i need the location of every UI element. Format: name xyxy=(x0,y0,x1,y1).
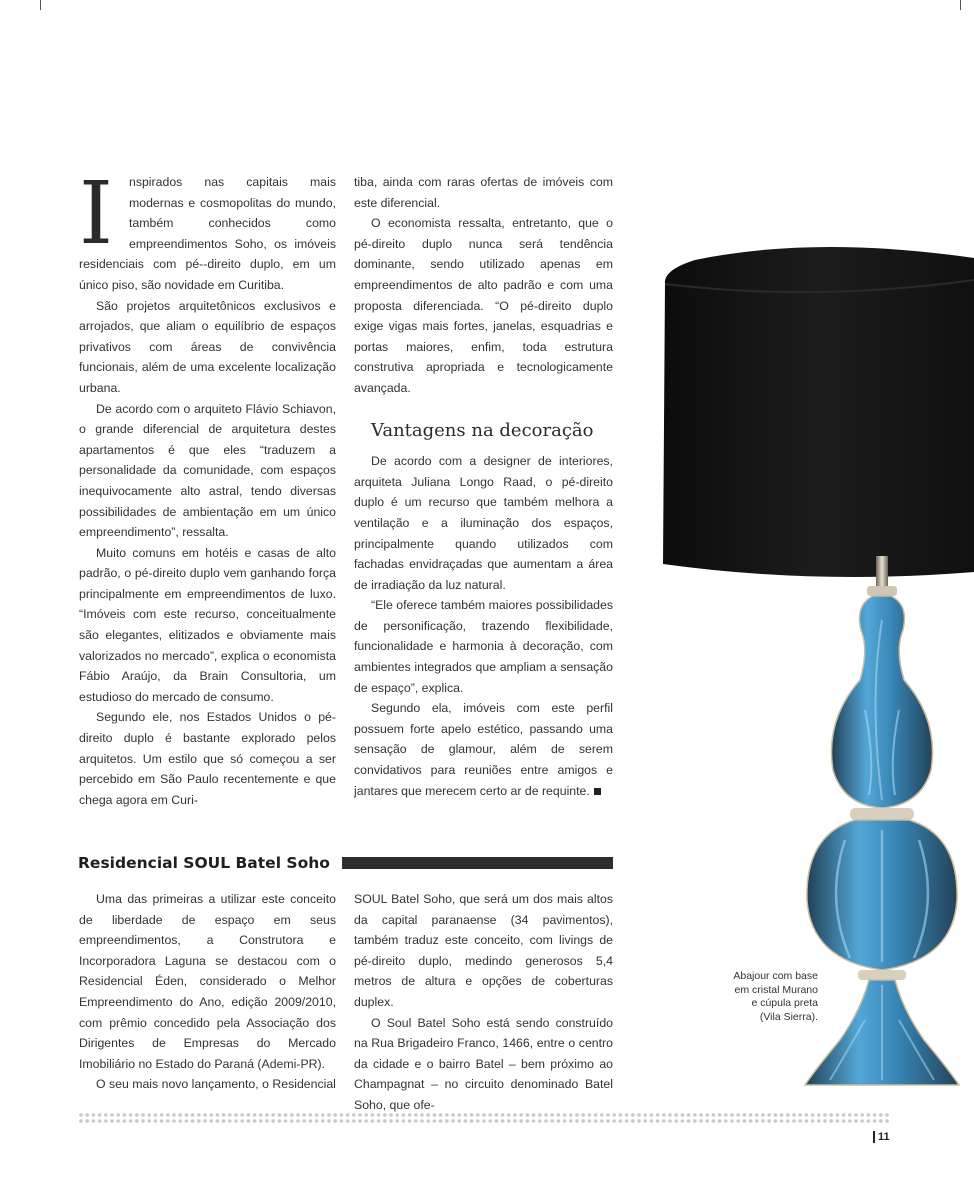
divider-dot xyxy=(594,1113,598,1117)
divider-dot xyxy=(395,1113,399,1117)
divider-dot xyxy=(693,1119,697,1123)
paragraph: O seu mais novo lançamento, o Residencial xyxy=(96,1077,336,1092)
divider-dot xyxy=(619,1119,623,1123)
divider-dot xyxy=(724,1113,728,1117)
divider-dot xyxy=(767,1113,771,1117)
divider-dot xyxy=(234,1113,238,1117)
divider-dot xyxy=(197,1119,201,1123)
divider-dot xyxy=(98,1113,102,1117)
divider-dot xyxy=(383,1119,387,1123)
page-number-text: 11 xyxy=(878,1131,890,1143)
divider-dot xyxy=(451,1119,455,1123)
divider-dot xyxy=(681,1113,685,1117)
divider-dot xyxy=(873,1113,877,1117)
divider-dot xyxy=(433,1113,437,1117)
divider-dot xyxy=(538,1113,542,1117)
divider-dot xyxy=(848,1119,852,1123)
divider-dot xyxy=(191,1113,195,1117)
section-column-1 xyxy=(79,889,336,1095)
dotted-divider xyxy=(78,1111,890,1125)
divider-dot xyxy=(650,1119,654,1123)
divider-dot xyxy=(154,1113,158,1117)
divider-dot xyxy=(123,1113,127,1117)
divider-dot xyxy=(836,1113,840,1117)
divider-dot xyxy=(625,1113,629,1117)
divider-dot xyxy=(829,1113,833,1117)
divider-dot xyxy=(544,1119,548,1123)
divider-dot xyxy=(650,1113,654,1117)
divider-dot xyxy=(216,1119,220,1123)
divider-dot xyxy=(271,1113,275,1117)
divider-dot xyxy=(439,1113,443,1117)
divider-dot xyxy=(234,1119,238,1123)
divider-dot xyxy=(811,1119,815,1123)
divider-dot xyxy=(160,1113,164,1117)
divider-dot xyxy=(191,1119,195,1123)
divider-dot xyxy=(259,1113,263,1117)
divider-dot xyxy=(501,1119,505,1123)
subheading: Vantagens na decoração xyxy=(371,419,594,441)
divider-dot xyxy=(352,1113,356,1117)
paragraph: De acordo com a designer de interiores, arquiteta Juliana Longo Raad, o pé-direito duplo é um recurso que também melhora a ventilação e a iluminação dos espaços, principalmente quando utilizados com fachadas envidraçadas que aumentam a área de irradiação da luz natural. xyxy=(354,454,613,592)
divider-dot xyxy=(414,1113,418,1117)
divider-dot xyxy=(488,1113,492,1117)
divider-dot xyxy=(333,1119,337,1123)
divider-dot xyxy=(817,1119,821,1123)
divider-dot xyxy=(687,1113,691,1117)
divider-dot xyxy=(625,1119,629,1123)
divider-dot xyxy=(197,1113,201,1117)
divider-dot xyxy=(668,1119,672,1123)
paragraph: nspirados nas capitais mais modernas e cosmopolitas do mundo, também conhecidos como empreendimentos Soho, os imóveis residenciais com pé--direito duplo, em um único piso, são novidade em Curitiba. xyxy=(79,175,336,292)
divider-dot xyxy=(110,1113,114,1117)
divider-dot xyxy=(166,1113,170,1117)
divider-dot xyxy=(526,1119,530,1123)
divider-dot xyxy=(879,1113,883,1117)
divider-dot xyxy=(315,1113,319,1117)
divider-dot xyxy=(600,1119,604,1123)
divider-dot xyxy=(712,1119,716,1123)
divider-dot xyxy=(445,1113,449,1117)
paragraph xyxy=(354,698,613,801)
divider-dot xyxy=(420,1119,424,1123)
divider-dot xyxy=(681,1119,685,1123)
lamp-shade xyxy=(663,247,974,577)
divider-dot xyxy=(860,1119,864,1123)
divider-dot xyxy=(154,1119,158,1123)
divider-dot xyxy=(222,1113,226,1117)
divider-dot xyxy=(426,1119,430,1123)
divider-dot xyxy=(705,1113,709,1117)
divider-dot xyxy=(786,1119,790,1123)
divider-dot xyxy=(240,1113,244,1117)
divider-dot xyxy=(203,1113,207,1117)
divider-dot xyxy=(346,1119,350,1123)
divider-dot xyxy=(848,1113,852,1117)
divider-dot xyxy=(557,1119,561,1123)
section-column-2 xyxy=(354,889,613,1116)
divider-dot xyxy=(873,1119,877,1123)
divider-dot xyxy=(854,1113,858,1117)
divider-dot xyxy=(612,1113,616,1117)
divider-dot xyxy=(749,1113,753,1117)
divider-dot xyxy=(507,1113,511,1117)
divider-dot xyxy=(581,1119,585,1123)
divider-dot xyxy=(637,1119,641,1123)
paragraph: O Soul Batel Soho está sendo construído na Rua Brigadeiro Franco, 1466, entre o centro da cidade e o bairro Batel – bem próximo ao Champagnat – no circuito denominado Batel Soho, que ofe- xyxy=(354,1015,613,1112)
divider-dot xyxy=(321,1119,325,1123)
divider-dot xyxy=(780,1119,784,1123)
divider-dot xyxy=(495,1119,499,1123)
divider-dot xyxy=(557,1113,561,1117)
divider-dot xyxy=(364,1113,368,1117)
paragraph-text: Segundo ela, imóveis com este perfil possuem forte apelo estético, passando uma sensação de glamour, além de serem convidativos para reuniões entre amigos e jantares que merecem certo ar de requinte. xyxy=(354,701,613,798)
divider-dot xyxy=(643,1119,647,1123)
divider-dot xyxy=(600,1113,604,1117)
divider-dot xyxy=(575,1113,579,1117)
paragraph: De acordo com o arquiteto Flávio Schiavon, o grande diferencial de arquitetura destes apartamentos é que eles “traduzem a personalidade da comunidade, com espaços inequivocamente alto astral, tendo diversas possibilidades de ambientação em um único empreendimento”, ressalta. xyxy=(79,401,336,540)
divider-dot xyxy=(185,1113,189,1117)
divider-dot xyxy=(519,1113,523,1117)
divider-dot xyxy=(445,1119,449,1123)
divider-dot xyxy=(662,1113,666,1117)
divider-dot xyxy=(439,1119,443,1123)
divider-dot xyxy=(147,1113,151,1117)
divider-dot xyxy=(836,1119,840,1123)
divider-dot xyxy=(172,1113,176,1117)
divider-dot xyxy=(265,1113,269,1117)
divider-dot xyxy=(364,1119,368,1123)
divider-dot xyxy=(253,1113,257,1117)
section-header xyxy=(78,852,613,874)
divider-dot xyxy=(730,1113,734,1117)
divider-dot xyxy=(464,1113,468,1117)
divider-dot xyxy=(290,1119,294,1123)
divider-dot xyxy=(792,1119,796,1123)
divider-dot xyxy=(278,1119,282,1123)
divider-dot xyxy=(240,1119,244,1123)
section-title: Residencial SOUL Batel Soho xyxy=(78,854,330,872)
divider-dot xyxy=(501,1113,505,1117)
divider-dot xyxy=(457,1113,461,1117)
divider-dot xyxy=(792,1113,796,1117)
divider-dot xyxy=(278,1113,282,1117)
folio-bar xyxy=(873,1131,875,1143)
divider-dot xyxy=(371,1113,375,1117)
divider-dot xyxy=(798,1113,802,1117)
divider-dot xyxy=(761,1119,765,1123)
divider-dot xyxy=(712,1113,716,1117)
divider-dot xyxy=(172,1119,176,1123)
divider-dot xyxy=(867,1113,871,1117)
divider-dot xyxy=(110,1119,114,1123)
divider-dot xyxy=(408,1113,412,1117)
divider-dot xyxy=(284,1119,288,1123)
divider-dot xyxy=(402,1113,406,1117)
crop-mark-right xyxy=(960,0,961,10)
divider-dot xyxy=(829,1119,833,1123)
divider-dot xyxy=(129,1113,133,1117)
divider-dot xyxy=(395,1119,399,1123)
divider-dot xyxy=(141,1119,145,1123)
divider-dot xyxy=(569,1113,573,1117)
divider-dot xyxy=(85,1113,89,1117)
paragraph: Segundo ele, nos Estados Unidos o pé-direito duplo é bastante explorado pelos arquitetos. Um estilo que só começou a ser percebido em São Paulo recentemente e que chega agora em Curi- xyxy=(79,710,336,807)
divider-dot xyxy=(104,1119,108,1123)
divider-dot xyxy=(736,1113,740,1117)
divider-dot xyxy=(389,1119,393,1123)
divider-dot xyxy=(166,1119,170,1123)
divider-dot xyxy=(358,1119,362,1123)
divider-dot xyxy=(693,1113,697,1117)
divider-dot xyxy=(550,1113,554,1117)
divider-dot xyxy=(482,1113,486,1117)
article-column-2 xyxy=(354,172,613,801)
divider-dot xyxy=(705,1119,709,1123)
divider-dot xyxy=(767,1119,771,1123)
paragraph: O economista ressalta, entretanto, que o pé-direito duplo nunca será tendência dominante, sendo utilizado apenas em empreendimentos de alto padrão e com uma proposta diferenciada. “O pé-direito duplo exige vigas mais fortes, janelas, esquadrias e portas maiores, enfim, toda estrutura construtiva apropriada e tecnologicamente avançada. xyxy=(354,216,613,395)
divider-dot xyxy=(420,1113,424,1117)
divider-dot xyxy=(687,1119,691,1123)
divider-dot xyxy=(147,1119,151,1123)
divider-dot xyxy=(327,1113,331,1117)
section-rule xyxy=(342,857,613,869)
divider-dot xyxy=(860,1113,864,1117)
divider-dot xyxy=(588,1119,592,1123)
divider-dot xyxy=(724,1119,728,1123)
divider-dot xyxy=(340,1119,344,1123)
divider-dot xyxy=(104,1113,108,1117)
divider-dot xyxy=(309,1119,313,1123)
divider-dot xyxy=(519,1119,523,1123)
divider-dot xyxy=(823,1119,827,1123)
divider-dot xyxy=(563,1119,567,1123)
divider-dot xyxy=(135,1119,139,1123)
divider-dot xyxy=(92,1113,96,1117)
divider-dot xyxy=(296,1113,300,1117)
paragraph: São projetos arquitetônicos exclusivos e arrojados, que aliam o equilíbrio de espaços privativos com áreas de convivência funcionais, além de uma excelente localização urbana. xyxy=(79,298,336,395)
divider-dot xyxy=(290,1113,294,1117)
divider-dot xyxy=(265,1119,269,1123)
divider-dot xyxy=(532,1113,536,1117)
divider-dot xyxy=(98,1119,102,1123)
divider-dot xyxy=(296,1119,300,1123)
divider-dot xyxy=(526,1113,530,1117)
divider-dot xyxy=(755,1119,759,1123)
divider-dot xyxy=(383,1113,387,1117)
divider-dot xyxy=(736,1119,740,1123)
divider-dot xyxy=(730,1119,734,1123)
divider-dot xyxy=(371,1119,375,1123)
paragraph: Uma das primeiras a utilizar este conceito de liberdade de espaço em seus empreendimentos, a Construtora e Incorporadora Laguna se destacou com o Residencial Éden, considerado o Melhor Empreendimento do Ano, edição 2009/2010, com prêmio concedido pela Associação dos Dirigentes de Empresas do Mercado Imobiliário no Estado do Paraná (Ademi-PR). xyxy=(79,892,336,1071)
divider-dot xyxy=(817,1113,821,1117)
divider-dot xyxy=(470,1119,474,1123)
divider-dot xyxy=(464,1119,468,1123)
divider-dot xyxy=(594,1119,598,1123)
divider-dot xyxy=(476,1113,480,1117)
divider-dot xyxy=(79,1113,83,1117)
divider-dot xyxy=(321,1113,325,1117)
divider-dot xyxy=(402,1119,406,1123)
divider-dot xyxy=(606,1119,610,1123)
divider-dot xyxy=(885,1119,889,1123)
page-number xyxy=(873,1131,890,1143)
divider-dot xyxy=(135,1113,139,1117)
divider-dot xyxy=(879,1119,883,1123)
divider-dot xyxy=(631,1119,635,1123)
divider-dot xyxy=(92,1119,96,1123)
divider-dot xyxy=(867,1119,871,1123)
divider-dot xyxy=(749,1119,753,1123)
lamp-glass-upper xyxy=(832,596,933,808)
divider-dot xyxy=(507,1119,511,1123)
divider-dot xyxy=(581,1113,585,1117)
divider-dot xyxy=(302,1119,306,1123)
divider-dot xyxy=(842,1119,846,1123)
divider-dot xyxy=(699,1113,703,1117)
divider-dot xyxy=(823,1113,827,1117)
divider-dot xyxy=(805,1119,809,1123)
divider-dot xyxy=(718,1119,722,1123)
divider-dot xyxy=(550,1119,554,1123)
end-mark-icon xyxy=(594,788,601,795)
divider-dot xyxy=(389,1113,393,1117)
divider-dot xyxy=(513,1113,517,1117)
divider-dot xyxy=(377,1119,381,1123)
divider-dot xyxy=(333,1113,337,1117)
drop-cap: I xyxy=(79,164,113,264)
divider-dot xyxy=(798,1119,802,1123)
divider-dot xyxy=(228,1119,232,1123)
divider-dot xyxy=(532,1119,536,1123)
divider-dot xyxy=(79,1119,83,1123)
divider-dot xyxy=(674,1113,678,1117)
divider-dot xyxy=(631,1113,635,1117)
divider-dot xyxy=(284,1113,288,1117)
divider-dot xyxy=(662,1119,666,1123)
divider-dot xyxy=(743,1119,747,1123)
lamp-photo xyxy=(655,240,974,1090)
divider-dot xyxy=(718,1113,722,1117)
paragraph: “Ele oferece também maiores possibilidades de personificação, trazendo flexibilidade, funcionalidade e harmonia à decoração, com ambientes integrados que ampliam a sensação de espaço”, explica. xyxy=(354,598,613,695)
divider-dot xyxy=(85,1119,89,1123)
divider-dot xyxy=(116,1113,120,1117)
divider-dot xyxy=(805,1113,809,1117)
divider-dot xyxy=(228,1113,232,1117)
divider-dot xyxy=(259,1119,263,1123)
divider-dot xyxy=(129,1119,133,1123)
divider-dot xyxy=(209,1113,213,1117)
divider-dot xyxy=(340,1113,344,1117)
divider-dot xyxy=(780,1113,784,1117)
divider-dot xyxy=(247,1113,251,1117)
divider-dot xyxy=(309,1113,313,1117)
divider-dot xyxy=(606,1113,610,1117)
divider-dot xyxy=(674,1119,678,1123)
divider-dot xyxy=(185,1119,189,1123)
divider-dot xyxy=(488,1119,492,1123)
divider-dot xyxy=(885,1113,889,1117)
divider-dot xyxy=(116,1119,120,1123)
divider-dot xyxy=(160,1119,164,1123)
divider-dot xyxy=(588,1113,592,1117)
divider-dot xyxy=(854,1119,858,1123)
divider-dot xyxy=(544,1113,548,1117)
divider-dot xyxy=(668,1113,672,1117)
divider-dot xyxy=(253,1119,257,1123)
divider-dot xyxy=(786,1113,790,1117)
divider-dot xyxy=(352,1119,356,1123)
divider-dot xyxy=(476,1119,480,1123)
divider-dot xyxy=(619,1113,623,1117)
article-column-1 xyxy=(79,164,336,810)
divider-dot xyxy=(433,1119,437,1123)
divider-dot xyxy=(755,1113,759,1117)
divider-dot xyxy=(656,1119,660,1123)
divider-dot xyxy=(414,1119,418,1123)
divider-dot xyxy=(575,1119,579,1123)
divider-dot xyxy=(315,1119,319,1123)
divider-dot xyxy=(216,1113,220,1117)
divider-dot xyxy=(470,1113,474,1117)
paragraph: Muito comuns em hotéis e casas de alto padrão, o pé-direito duplo vem ganhando força principalmente em empreendimentos de luxo. “Imóveis com este recurso, conceitualmente são elegantes, elitizados e obviamente mais valorizados no mercado”, explica o economista Fábio Araújo, da Brain Consultoria, um estudioso do mercado de consumo. xyxy=(79,545,336,704)
divider-dot xyxy=(178,1113,182,1117)
divider-dot xyxy=(482,1119,486,1123)
divider-dot xyxy=(302,1113,306,1117)
divider-dot xyxy=(451,1113,455,1117)
divider-dot xyxy=(743,1113,747,1117)
divider-dot xyxy=(637,1113,641,1117)
divider-dot xyxy=(569,1119,573,1123)
divider-dot xyxy=(377,1113,381,1117)
divider-dot xyxy=(123,1119,127,1123)
divider-dot xyxy=(538,1119,542,1123)
divider-dot xyxy=(774,1119,778,1123)
crop-mark-left xyxy=(40,0,41,10)
divider-dot xyxy=(774,1113,778,1117)
divider-dot xyxy=(222,1119,226,1123)
divider-dot xyxy=(178,1119,182,1123)
divider-dot xyxy=(209,1119,213,1123)
divider-dot xyxy=(699,1119,703,1123)
divider-dot xyxy=(612,1119,616,1123)
divider-dot xyxy=(811,1113,815,1117)
divider-dot xyxy=(842,1113,846,1117)
divider-dot xyxy=(513,1119,517,1123)
divider-dot xyxy=(203,1119,207,1123)
divider-dot xyxy=(346,1113,350,1117)
paragraph: tiba, ainda com raras ofertas de imóveis com este diferencial. xyxy=(354,175,613,210)
divider-dot xyxy=(141,1113,145,1117)
divider-dot xyxy=(495,1113,499,1117)
divider-dot xyxy=(656,1113,660,1117)
divider-dot xyxy=(327,1119,331,1123)
divider-dot xyxy=(358,1113,362,1117)
divider-dot xyxy=(426,1113,430,1117)
divider-dot xyxy=(271,1119,275,1123)
divider-dot xyxy=(457,1119,461,1123)
divider-dot xyxy=(408,1119,412,1123)
divider-dot xyxy=(761,1113,765,1117)
divider-dot xyxy=(563,1113,567,1117)
divider-dot xyxy=(643,1113,647,1117)
divider-dot xyxy=(247,1119,251,1123)
image-caption: Abajour com base em cristal Murano e cúpula preta (Vila Sierra). xyxy=(733,970,818,1023)
paragraph: SOUL Batel Soho, que será um dos mais altos da capital paranaense (34 pavimentos), também traduz este conceito, com livings de pé-direito duplo, medindo generosos 5,4 metros de altura e opções de coberturas duplex. xyxy=(354,892,613,1009)
